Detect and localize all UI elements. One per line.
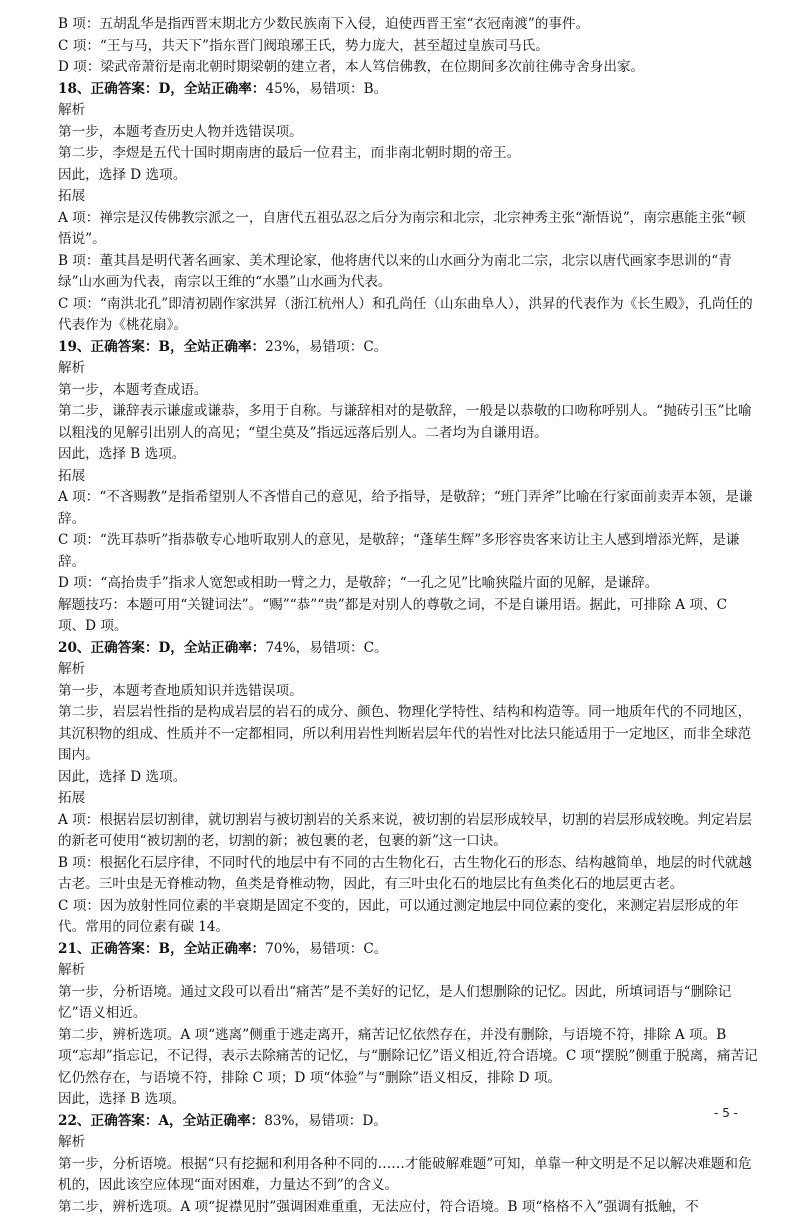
text-line: 第二步，谦辞表示谦虚或谦恭，多用于自称。与谦辞相对的是敬辞，一般是以恭敬的口吻称呼别人。“抛砖引玉”比喻以粗浅的见解引出别人的高见；“望尘莫及”指远远落后别人。二者均为自谦用语。 — [58, 401, 758, 444]
text-line: 解析 — [58, 100, 758, 122]
accuracy-label: 全站正确率： — [183, 1113, 265, 1129]
text-line: 解析 — [58, 960, 758, 982]
answer-value: D， — [158, 81, 183, 97]
question-number: 20、 — [58, 640, 91, 656]
text-line: 第一步，本题考查成语。 — [58, 380, 758, 402]
question-answer-header — [58, 939, 758, 961]
text-line: 第二步，辨析选项。A 项“捉襟见肘”强调困难重重，无法应付，符合语境。B 项“格格不入”强调有抵触，不 — [58, 1197, 758, 1218]
text-line: C 项：“洗耳恭听”指恭敬专心地听取别人的意见，是敬辞；“蓬荜生辉”多形容贵客来访让主人感到增添光辉，是谦辞。 — [58, 530, 758, 573]
accuracy-label: 全站正确率： — [184, 640, 266, 656]
accuracy-value: 45%，易错项：B。 — [265, 81, 387, 97]
accuracy-value: 83%，易错项：D。 — [264, 1113, 387, 1129]
text-line: A 项：根据岩层切割律，就切割岩与被切割岩的关系来说，被切割的岩层形成较早，切割的岩层形成较晚。判定岩层的新老可使用“被切割的老，切割的新；被包裹的老，包裹的新”这一口诀。 — [58, 810, 758, 853]
accuracy-value: 70%，易错项：C。 — [265, 941, 387, 957]
text-line: 拓展 — [58, 186, 758, 208]
accuracy-label: 全站正确率： — [184, 81, 266, 97]
question-number: 21、 — [58, 941, 91, 957]
text-line: 因此，选择 D 选项。 — [58, 165, 758, 187]
text-line: A 项：“不吝赐教”是指希望别人不吝惜自己的意见，给予指导，是敬辞；“班门弄斧”比喻在行家面前卖弄本领，是谦辞。 — [58, 487, 758, 530]
text-line: 第一步，分析语境。通过文段可以看出“痛苦”是不美好的记忆，是人们想删除的记忆。因此，所填词语与“删除记忆”语义相近。 — [58, 982, 758, 1025]
text-line: C 项：“王与马，共天下”指东晋门阀琅琊王氏，势力庞大，甚至超过皇族司马氏。 — [58, 36, 758, 58]
text-line: 第一步，本题考查历史人物并选错误项。 — [58, 122, 758, 144]
text-line: 第一步，本题考查地质知识并选错误项。 — [58, 681, 758, 703]
text-line: B 项：董其昌是明代著名画家、美术理论家，他将唐代以来的山水画分为南北二宗，北宗以唐代画家李思训的“青绿”山水画为代表，南宗以王维的“水墨”山水画为代表。 — [58, 251, 758, 294]
answer-value: B， — [158, 941, 183, 957]
answer-label: 正确答案： — [91, 941, 159, 957]
accuracy-value: 23%，易错项：C。 — [265, 339, 387, 355]
text-line: D 项：“高抬贵手”指求人宽恕或相助一臂之力，是敬辞；“一孔之见”比喻狭隘片面的见解，是谦辞。 — [58, 573, 758, 595]
document-body — [58, 14, 758, 1218]
text-line: C 项：“南洪北孔”即清初剧作家洪昇（浙江杭州人）和孔尚任（山东曲阜人），洪昇的代表作为《长生殿》，孔尚任的代表作为《桃花扇》。 — [58, 294, 758, 337]
accuracy-label: 全站正确率： — [184, 339, 266, 355]
text-line: 解题技巧：本题可用“关键词法”。“赐”“恭”“贵”都是对别人的尊敬之词，不是自谦用语。据此，可排除 A 项、C 项、D 项。 — [58, 595, 758, 638]
text-line: 第二步，辨析选项。A 项“逃离”侧重于逃走离开，痛苦记忆依然存在，并没有删除，与语境不符，排除 A 项。B 项“忘却”指忘记，不记得，表示去除痛苦的记忆，与“删除记忆”语义相近,符合语境。C 项“摆脱”侧重于脱离，痛苦记忆仍然存在，与语境不符，排除 C 项；D 项“体验”与“删除”语义相反，排除 D 项。 — [58, 1025, 758, 1090]
text-line: 第二步，李煜是五代十国时期南唐的最后一位君主，而非南北朝时期的帝王。 — [58, 143, 758, 165]
text-line: 第二步，岩层岩性指的是构成岩层的岩石的成分、颜色、物理化学特性、结构和构造等。同一地质年代的不同地区，其沉积物的组成、性质并不一定都相同，所以利用岩性判断岩层年代的岩性对比法只能适用于一定地区，而非全球范围内。 — [58, 702, 758, 767]
text-line: 因此，选择 B 选项。 — [58, 444, 758, 466]
answer-label: 正确答案： — [91, 640, 159, 656]
text-line: 因此，选择 D 选项。 — [58, 767, 758, 789]
page-number: - 5 - — [714, 1106, 738, 1120]
answer-value: A， — [158, 1113, 182, 1129]
question-number: 22、 — [58, 1113, 91, 1129]
question-number: 19、 — [58, 339, 91, 355]
text-line: B 项：五胡乱华是指西晋末期北方少数民族南下入侵，迫使西晋王室“衣冠南渡”的事件。 — [58, 14, 758, 36]
text-line: 解析 — [58, 659, 758, 681]
accuracy-value: 74%，易错项：C。 — [265, 640, 387, 656]
answer-label: 正确答案： — [91, 339, 159, 355]
answer-value: B， — [158, 339, 183, 355]
text-line: 第一步，分析语境。根据“只有挖掘和利用各种不同的……才能破解难题”可知，单靠一种文明是不足以解决难题和危机的，因此该空应体现“面对困难，力量达不到”的含义。 — [58, 1154, 758, 1197]
text-line: D 项：梁武帝萧衍是南北朝时期梁朝的建立者，本人笃信佛教，在位期间多次前往佛寺舍身出家。 — [58, 57, 758, 79]
text-line: 拓展 — [58, 788, 758, 810]
question-answer-header — [58, 1111, 758, 1133]
answer-label: 正确答案： — [91, 1113, 159, 1129]
text-line: 解析 — [58, 1132, 758, 1154]
text-line: 因此，选择 B 选项。 — [58, 1089, 758, 1111]
question-answer-header — [58, 337, 758, 359]
answer-label: 正确答案： — [91, 81, 159, 97]
text-line: A 项：禅宗是汉传佛教宗派之一，自唐代五祖弘忍之后分为南宗和北宗，北宗神秀主张“渐悟说”，南宗惠能主张“顿悟说”。 — [58, 208, 758, 251]
text-line: 拓展 — [58, 466, 758, 488]
text-line: C 项：因为放射性同位素的半衰期是固定不变的，因此，可以通过测定地层中同位素的变化，来测定岩层形成的年代。常用的同位素有碳 14。 — [58, 896, 758, 939]
text-line: 解析 — [58, 358, 758, 380]
question-answer-header — [58, 638, 758, 660]
question-number: 18、 — [58, 81, 91, 97]
accuracy-label: 全站正确率： — [184, 941, 266, 957]
question-answer-header — [58, 79, 758, 101]
answer-value: D， — [158, 640, 183, 656]
text-line: B 项：根据化石层序律，不同时代的地层中有不同的古生物化石，古生物化石的形态、结构越简单，地层的时代就越古老。三叶虫是无脊椎动物，鱼类是脊椎动物，因此，有三叶虫化石的地层比有鱼类化石的地层更古老。 — [58, 853, 758, 896]
